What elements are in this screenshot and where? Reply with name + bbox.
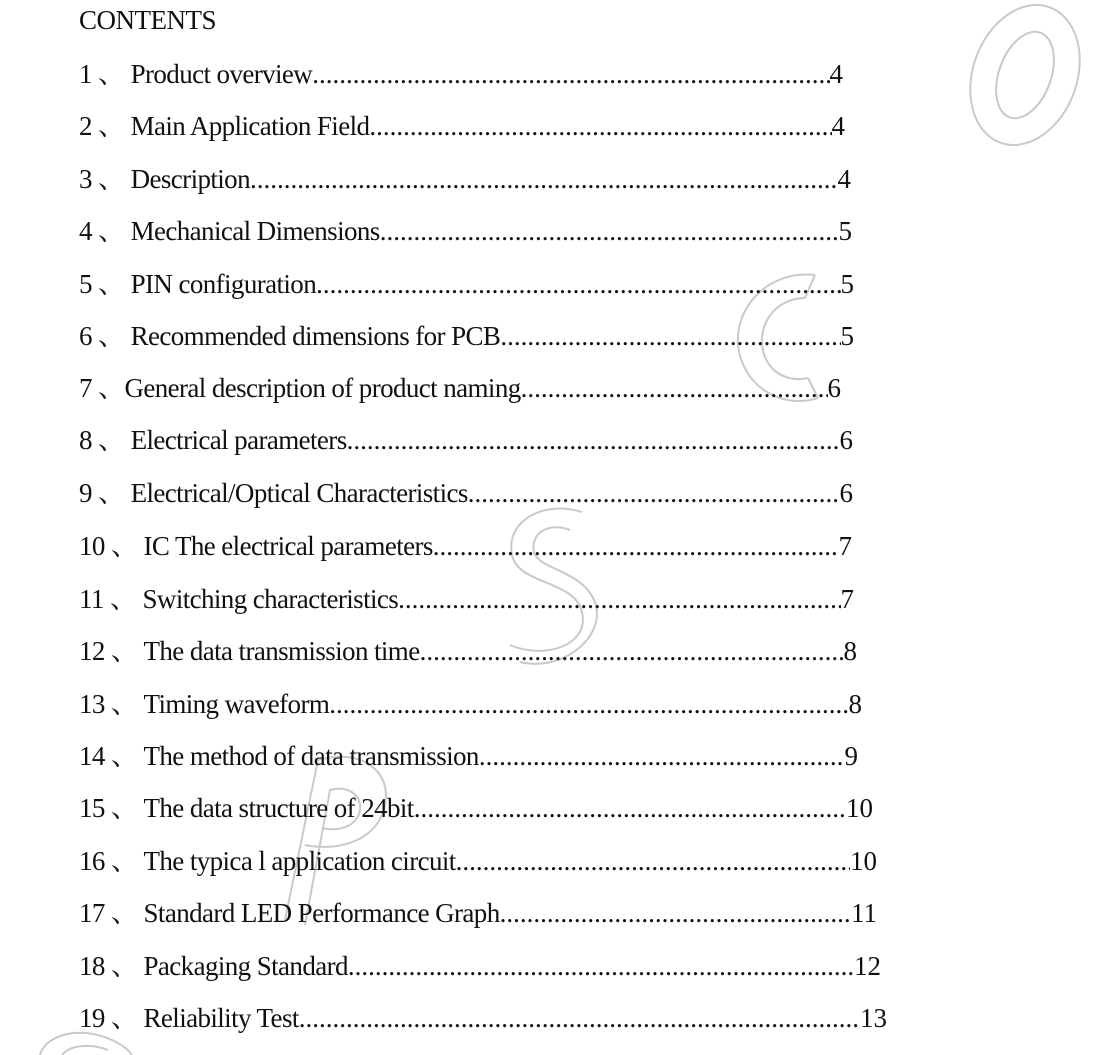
toc-entry-page: 7 xyxy=(838,531,852,561)
toc-entry-13[interactable] xyxy=(79,688,862,720)
toc-entry-page: 10 xyxy=(846,793,873,823)
toc-entry-page: 8 xyxy=(848,689,862,719)
toc-leader-dots xyxy=(250,163,838,195)
toc-entry-page: 13 xyxy=(860,1003,887,1033)
toc-entry-label: 6 、 Recommended dimensions for PCB xyxy=(79,321,501,351)
toc-entry-page: 4 xyxy=(837,164,851,194)
toc-entry-page: 10 xyxy=(850,846,877,876)
toc-entry-label: 7 、General description of product naming xyxy=(79,373,521,403)
toc-entry-label: 8 、 Electrical parameters xyxy=(79,425,347,455)
toc-leader-dots xyxy=(433,530,839,562)
toc-leader-dots xyxy=(312,58,829,90)
toc-entry-label: 18 、 Packaging Standard xyxy=(79,951,348,981)
toc-entry-page: 4 xyxy=(831,111,845,141)
toc-entry-16[interactable] xyxy=(79,845,877,877)
toc-entry-label: 3 、 Description xyxy=(79,164,250,194)
toc-entry-11[interactable] xyxy=(79,583,854,615)
toc-entry-2[interactable] xyxy=(79,110,845,142)
toc-entry-5[interactable] xyxy=(79,268,854,300)
toc-entry-label: 10 、 IC The electrical parameters xyxy=(79,531,433,561)
toc-entry-15[interactable] xyxy=(79,792,873,824)
toc-entry-page: 12 xyxy=(854,951,881,981)
toc-leader-dots xyxy=(500,320,840,352)
toc-entry-label: 1 、 Product overview xyxy=(79,59,313,89)
toc-entry-page: 11 xyxy=(851,898,877,928)
toc-entry-page: 8 xyxy=(843,636,857,666)
toc-entry-page: 4 xyxy=(829,59,843,89)
toc-leader-dots xyxy=(456,845,850,877)
toc-leader-dots xyxy=(398,583,840,615)
toc-leader-dots xyxy=(420,635,844,667)
toc-entry-1[interactable] xyxy=(79,58,843,90)
toc-entry-label: 5 、 PIN configuration xyxy=(79,269,317,299)
toc-entry-label: 4 、 Mechanical Dimensions xyxy=(79,216,380,246)
toc-entry-label: 2 、 Main Application Field xyxy=(79,111,370,141)
toc-entry-18[interactable] xyxy=(79,950,881,982)
toc-leader-dots xyxy=(369,110,831,142)
toc-entry-page: 5 xyxy=(838,216,852,246)
toc-entry-page: 6 xyxy=(827,373,841,403)
toc-entry-9[interactable] xyxy=(79,477,853,509)
toc-leader-dots xyxy=(414,792,846,824)
toc-entry-7[interactable] xyxy=(79,372,841,404)
toc-entry-label: 15 、 The data structure of 24bit xyxy=(79,793,414,823)
toc-entry-12[interactable] xyxy=(79,635,857,667)
toc-entry-label: 12 、 The data transmission time xyxy=(79,636,420,666)
toc-leader-dots xyxy=(500,897,851,929)
toc-leader-dots xyxy=(347,424,840,456)
toc-leader-dots xyxy=(479,740,845,772)
toc-entry-page: 5 xyxy=(840,321,854,351)
toc-entry-4[interactable] xyxy=(79,215,852,247)
toc-entry-label: 9 、 Electrical/Optical Characteristics xyxy=(79,478,468,508)
toc-entry-page: 9 xyxy=(844,741,858,771)
toc-leader-dots xyxy=(299,1002,860,1034)
toc-entry-label: 14 、 The method of data transmission xyxy=(79,741,479,771)
toc-entry-page: 7 xyxy=(840,584,854,614)
toc-entry-label: 13 、 Timing waveform xyxy=(79,689,330,719)
toc-entry-page: 6 xyxy=(839,425,853,455)
toc-entry-17[interactable] xyxy=(79,897,877,929)
page-title: CONTENTS xyxy=(79,5,216,35)
toc-leader-dots xyxy=(329,688,848,720)
toc-leader-dots xyxy=(348,950,854,982)
toc-entry-page: 5 xyxy=(840,269,854,299)
toc-entry-8[interactable] xyxy=(79,424,853,456)
toc-entry-label: 16 、 The typica l application circuit xyxy=(79,846,456,876)
toc-entry-label: 17 、 Standard LED Performance Graph xyxy=(79,898,500,928)
toc-entry-label: 11 、 Switching characteristics xyxy=(79,584,399,614)
toc-entry-label: 19 、 Reliability Test xyxy=(79,1003,299,1033)
toc-entry-14[interactable] xyxy=(79,740,858,772)
toc-leader-dots xyxy=(521,372,828,404)
toc-entry-page: 6 xyxy=(839,478,853,508)
toc-entry-3[interactable] xyxy=(79,163,851,195)
toc-entry-19[interactable] xyxy=(79,1002,887,1034)
watermark-letter-o-top xyxy=(952,0,1099,160)
toc-leader-dots xyxy=(468,477,840,509)
watermark-letter-o-bottom xyxy=(40,1033,132,1055)
toc-entry-6[interactable] xyxy=(79,320,854,352)
toc-leader-dots xyxy=(316,268,840,300)
toc-entry-10[interactable] xyxy=(79,530,852,562)
toc-leader-dots xyxy=(380,215,839,247)
